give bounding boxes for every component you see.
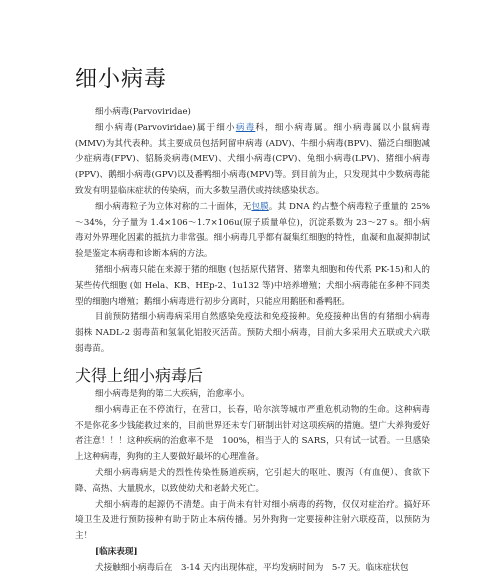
paragraph: 犬细小病毒的起源仍不清楚。由于尚未有针对细小病毒的药物，仅仅对症治疗。搞好环境卫生及进行预防接种有助于防止本病传播。另外狗狗一定要接种注射六联疫苗，以预防为主！ [75,499,430,542]
page-title: 细小病毒 [75,67,168,92]
paragraph: 细小病毒是狗的第二大疾病，治愈率小。 [95,389,250,399]
paragraph [75,121,430,200]
paragraph-text: 细小病毒粒子为立体对称的二十面体，无 [95,201,252,212]
clinical-label: [临床表现] [95,546,138,557]
paragraph: 猪细小病毒只能在来源于猪的细胞 (包括原代猪肾、猪睾丸细胞和传代系 PK-15)和人的某些传代细胞 (如 Hela、KB、HEp-2、1u132 等)中培养增殖；犬细小病毒能在多种不同类型的细胞内增殖；鹅细小病毒进行初步分离时，只能应用鹅胚和番鸭胚。 [75,264,430,307]
envelope-link[interactable]: 包膜 [251,201,269,212]
paragraph: 犬细小病毒病是犬的烈性传染性肠道疾病，它引起大的呕吐、腹泻（有血便）、食欲下降、高热、大量脱水，以致使幼犬和老龄犬死亡。 [75,467,430,494]
paragraph-text: 科，细小病毒属。细小病毒属以小鼠病毒 (MMV)为其代表种。其主要成员包括阿留申病毒 (ADV)、牛细小病毒(BPV)、猫泛白细胞减少症病毒(FPV)、貂肠炎病毒(MEV)、犬细小病毒(CPV)、兔细小病毒(LPV)、猪细小病毒(PPV)、鹅细小病毒(GPV)以及番鸭细小病毒(MPV)等。到目前为止，只发现其中少数病毒能致发有明显临床症状的传染病，而大多数呈潜伏或持续感染状态。 [75,122,430,196]
section-intro [75,105,430,358]
paragraph: 目前预防猪细小病毒病采用自然感染免疫法和免疫接种。免疫接种出售的有猪细小病毒弱株 NADL-2 弱毒苗和氢氧化铝胶灭活苗。预防犬细小病毒，目前大多采用犬五联或犬六联弱毒苗。 [75,312,430,354]
section-dog [75,387,430,577]
paragraph-text: 。其 DNA 约占整个病毒粒子重量的 25%～34%，分子量为 1.4×106～1.7×106u(原子质量单位)，沉淀系数为 23～27 s。细小病毒对外界理化因素的抵抗力非常强。细小病毒几乎都有凝集红细胞的特性，血凝和血凝抑制试验是鉴定本病毒和诊断本病的方法。 [75,201,430,260]
virus-link[interactable]: 病毒 [235,122,256,133]
paragraph [75,200,430,263]
section-subtitle: 细小病毒(Parvoviridae) [95,107,191,117]
section-heading: 犬得上细小病毒后 [75,366,204,385]
paragraph: 细小病毒正在不停流行，在营口，长春，哈尔滨等城市严重危机动物的生命。这种病毒不是你花多少钱能救过来的，目前世界还未专门研制出针对这项疾病的措施。望广大养狗爱好者注意！！！这种疾病的治愈率不是 100%，相当于人的 SARS，只有试一试看。一旦感染上这种病毒，狗狗的主人要做好最坏的心理准备。 [75,404,430,463]
paragraph-text: 细小病毒(Parvoviridae)属于细小 [95,122,236,133]
paragraph: 犬接触细小病毒后在 3-14 天内出现体症，平均发病时间为 5-7 天。临床症状包 [95,562,409,573]
